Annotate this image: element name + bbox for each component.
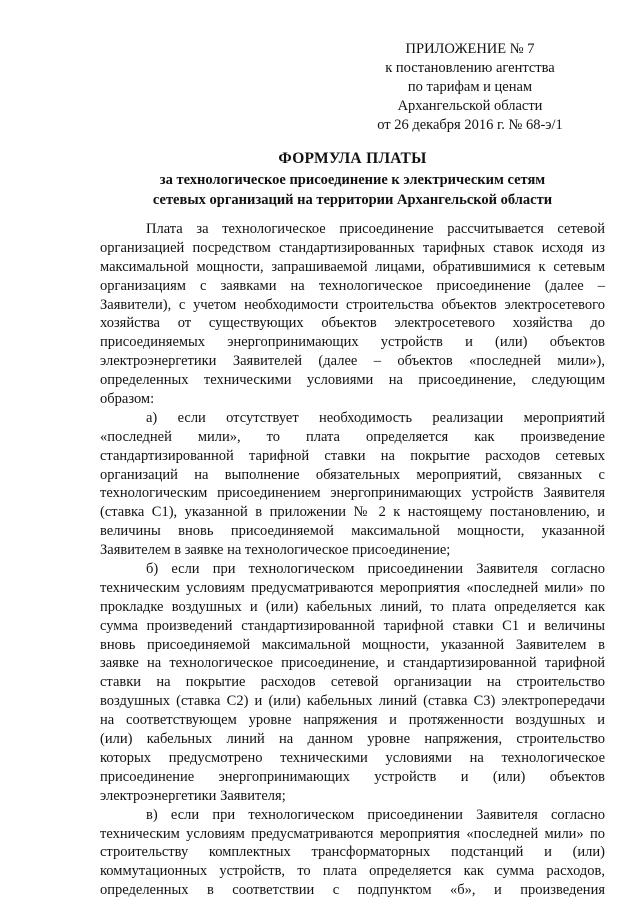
item-b-line: присоединение энергопринимающих устройств и (или) объектов — [100, 768, 605, 785]
appendix-line: Архангельской области — [397, 98, 543, 114]
item-b-line: заявке на технологическое присоединение, и стандартизированной тарифной — [100, 655, 605, 672]
item-b-line: ставки на покрытие расходов сетевой организации на строительство — [100, 674, 605, 691]
item-b-line: которых предусмотрено техническими условиями на технологическое — [100, 749, 605, 766]
title-sub-line: сетевых организаций на территории Архангельской области — [152, 192, 553, 208]
title-sub-line: за технологическое присоединение к электрическим сетям — [159, 172, 546, 188]
paragraph-line: электроэнергетики Заявителей (далее – объектов «последней мили»), — [100, 353, 605, 370]
paragraph-line: хозяйства от существующих объектов электросетевого хозяйства до — [100, 315, 605, 332]
appendix-title: ПРИЛОЖЕНИЕ № 7 — [405, 41, 535, 57]
item-b-line: сумма произведений стандартизированной тарифной ставки С1 и величины — [100, 617, 605, 634]
item-c-line: коммутационных устройств, то плата определяется как сумма расходов, — [100, 863, 605, 880]
appendix-line: к постановлению агентства — [385, 60, 555, 76]
paragraph-line: организацией посредством стандартизированных тарифных ставок исходя из — [100, 239, 605, 256]
item-c-line: техническим условиям предусматриваются мероприятия «последней мили» по — [100, 825, 605, 842]
paragraph-line: Плата за технологическое присоединение рассчитывается сетевой — [146, 221, 605, 237]
paragraph-line: Заявители), с учетом необходимости строительства объектов электросетевого — [100, 296, 605, 313]
item-a-line: Заявителем в заявке на технологическое присоединение; — [100, 542, 451, 559]
appendix-date: от 26 декабря 2016 г. № 68-э/1 — [377, 117, 563, 133]
item-b-line: б) если при технологическом присоединении Заявителя согласно — [146, 561, 605, 578]
item-b-line: вновь присоединяемой максимальной мощности, указанной Заявителем в — [100, 636, 605, 653]
appendix-line: по тарифам и ценам — [407, 79, 533, 95]
item-a-line: «последней мили», то плата определяется как произведение — [100, 428, 605, 445]
item-a-line: (ставка С1), указанной в приложении № 2 к настоящему постановлению, и — [100, 504, 605, 521]
paragraph-line: максимальной мощности, запрашиваемой лицами, обратившимися к сетевым — [100, 258, 605, 275]
item-b-line: (или) кабельных линий на данном уровне напряжения, строительство — [100, 731, 605, 748]
item-a-line: а) если отсутствует необходимость реализации мероприятий — [146, 409, 605, 426]
item-a-line: технологическим присоединением энергопринимающих устройств Заявителя — [100, 485, 605, 502]
appendix-header — [355, 40, 585, 135]
body-text — [100, 220, 605, 900]
item-a-line: величины вновь присоединяемой максимальной мощности, указанной — [100, 523, 605, 540]
item-c-line: в) если при технологическом присоединении Заявителя согласно — [146, 806, 605, 823]
document-title — [100, 148, 605, 210]
item-a-line: организаций на выполнение обязательных мероприятий, связанных с — [100, 466, 605, 483]
item-a-line: стандартизированной тарифной ставки на покрытие расходов сетевых — [100, 447, 605, 464]
item-b-line: воздушных (ставка С2) и (или) кабельных линий (ставка С3) электропередачи — [100, 693, 605, 710]
item-b-line: прокладке воздушных и (или) кабельных линий, то плата определяется как — [100, 598, 605, 615]
item-b-line: электроэнергетики Заявителя; — [100, 787, 286, 804]
paragraph-line: образом: — [100, 391, 155, 408]
paragraph-line: определенных техническими условиями на присоединение, следующим — [100, 372, 605, 389]
item-c-line: определенных в соответствии с подпунктом «б», и произведения — [100, 882, 605, 899]
paragraph-line: присоединяемых энергопринимающих устройств и (или) объектов — [100, 334, 605, 351]
paragraph-line: организациям с заявками на технологическое присоединение (далее – — [100, 277, 605, 294]
item-b-line: техническим условиям предусматриваются мероприятия «последней мили» по — [100, 579, 605, 596]
title-main: ФОРМУЛА ПЛАТЫ — [278, 150, 427, 167]
item-c-line: строительству комплектных трансформаторных подстанций и (или) — [100, 844, 605, 861]
item-b-line: на соответствующем уровне напряжения и протяженности воздушных и — [100, 712, 605, 729]
